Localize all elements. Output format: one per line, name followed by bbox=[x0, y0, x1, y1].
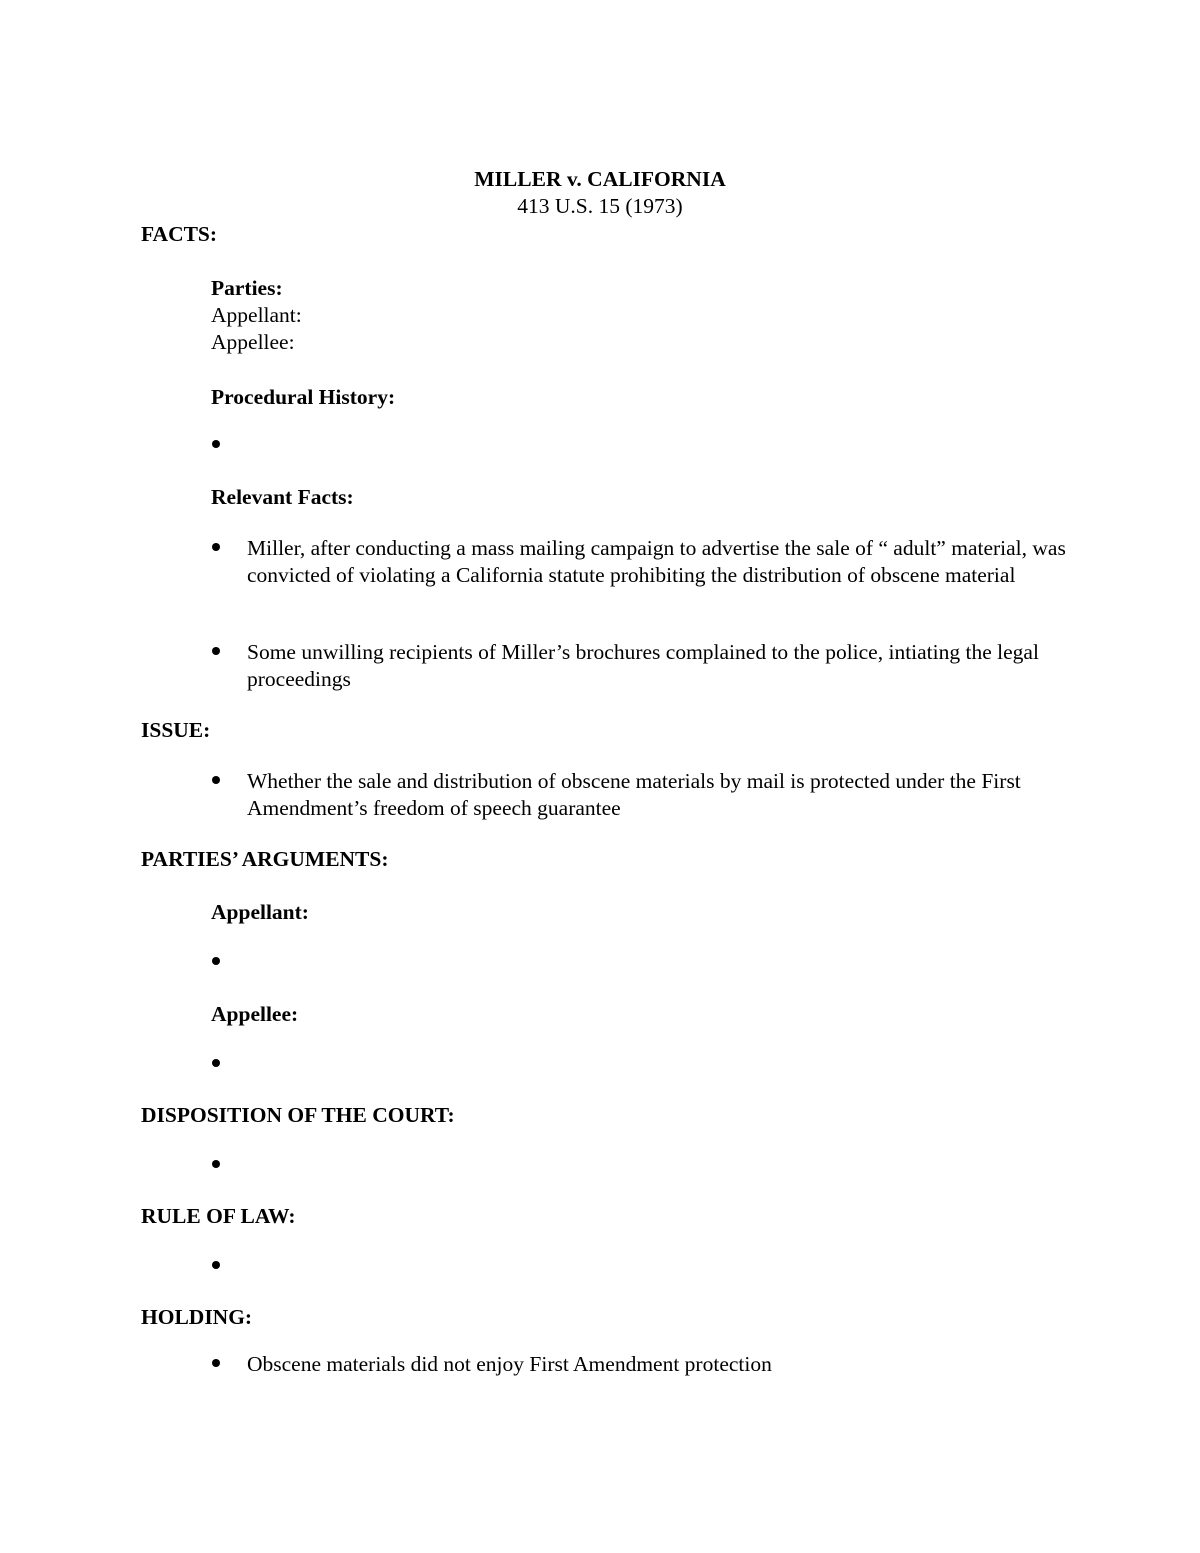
arguments-appellee-heading: Appellee: bbox=[211, 1002, 299, 1026]
holding-bullet bbox=[212, 1359, 220, 1367]
issue-heading: ISSUE: bbox=[141, 718, 211, 742]
relevant-fact-bullet bbox=[212, 647, 220, 655]
rule-of-law-bullet bbox=[212, 1261, 220, 1269]
facts-heading: FACTS: bbox=[141, 222, 218, 246]
parties-appellee-label: Appellee: bbox=[211, 330, 295, 354]
relevant-fact-bullet bbox=[212, 543, 220, 551]
parties-heading: Parties: bbox=[211, 276, 283, 300]
case-title: MILLER v. CALIFORNIA bbox=[474, 167, 726, 191]
arguments-appellant-bullet bbox=[212, 957, 220, 965]
procedural-history-bullet bbox=[212, 440, 220, 448]
holding-heading: HOLDING: bbox=[141, 1305, 253, 1329]
rule-of-law-heading: RULE OF LAW: bbox=[141, 1204, 296, 1228]
arguments-appellee-bullet bbox=[212, 1059, 220, 1067]
relevant-fact-item: Miller, after conducting a mass mailing campaign to advertise the sale of “ adult” material, was convicted of violating a California statute prohibiting the distribution of obscene material bbox=[247, 536, 1066, 587]
arguments-appellant-heading: Appellant: bbox=[211, 900, 309, 924]
relevant-fact-item: Some unwilling recipients of Miller’s brochures complained to the police, intiating the legal proceedings bbox=[247, 640, 1039, 691]
disposition-bullet bbox=[212, 1160, 220, 1168]
parties-appellant-label: Appellant: bbox=[211, 303, 302, 327]
holding-item: Obscene materials did not enjoy First Amendment protection bbox=[247, 1352, 772, 1376]
issue-bullet bbox=[212, 776, 220, 784]
issue-item: Whether the sale and distribution of obscene materials by mail is protected under the First Amendment’s freedom of speech guarantee bbox=[247, 769, 1021, 820]
procedural-history-heading: Procedural History: bbox=[211, 385, 396, 409]
disposition-heading: DISPOSITION OF THE COURT: bbox=[141, 1103, 455, 1127]
case-citation: 413 U.S. 15 (1973) bbox=[517, 194, 683, 218]
parties-arguments-heading: PARTIES’ ARGUMENTS: bbox=[141, 847, 389, 871]
relevant-facts-heading: Relevant Facts: bbox=[211, 485, 354, 509]
